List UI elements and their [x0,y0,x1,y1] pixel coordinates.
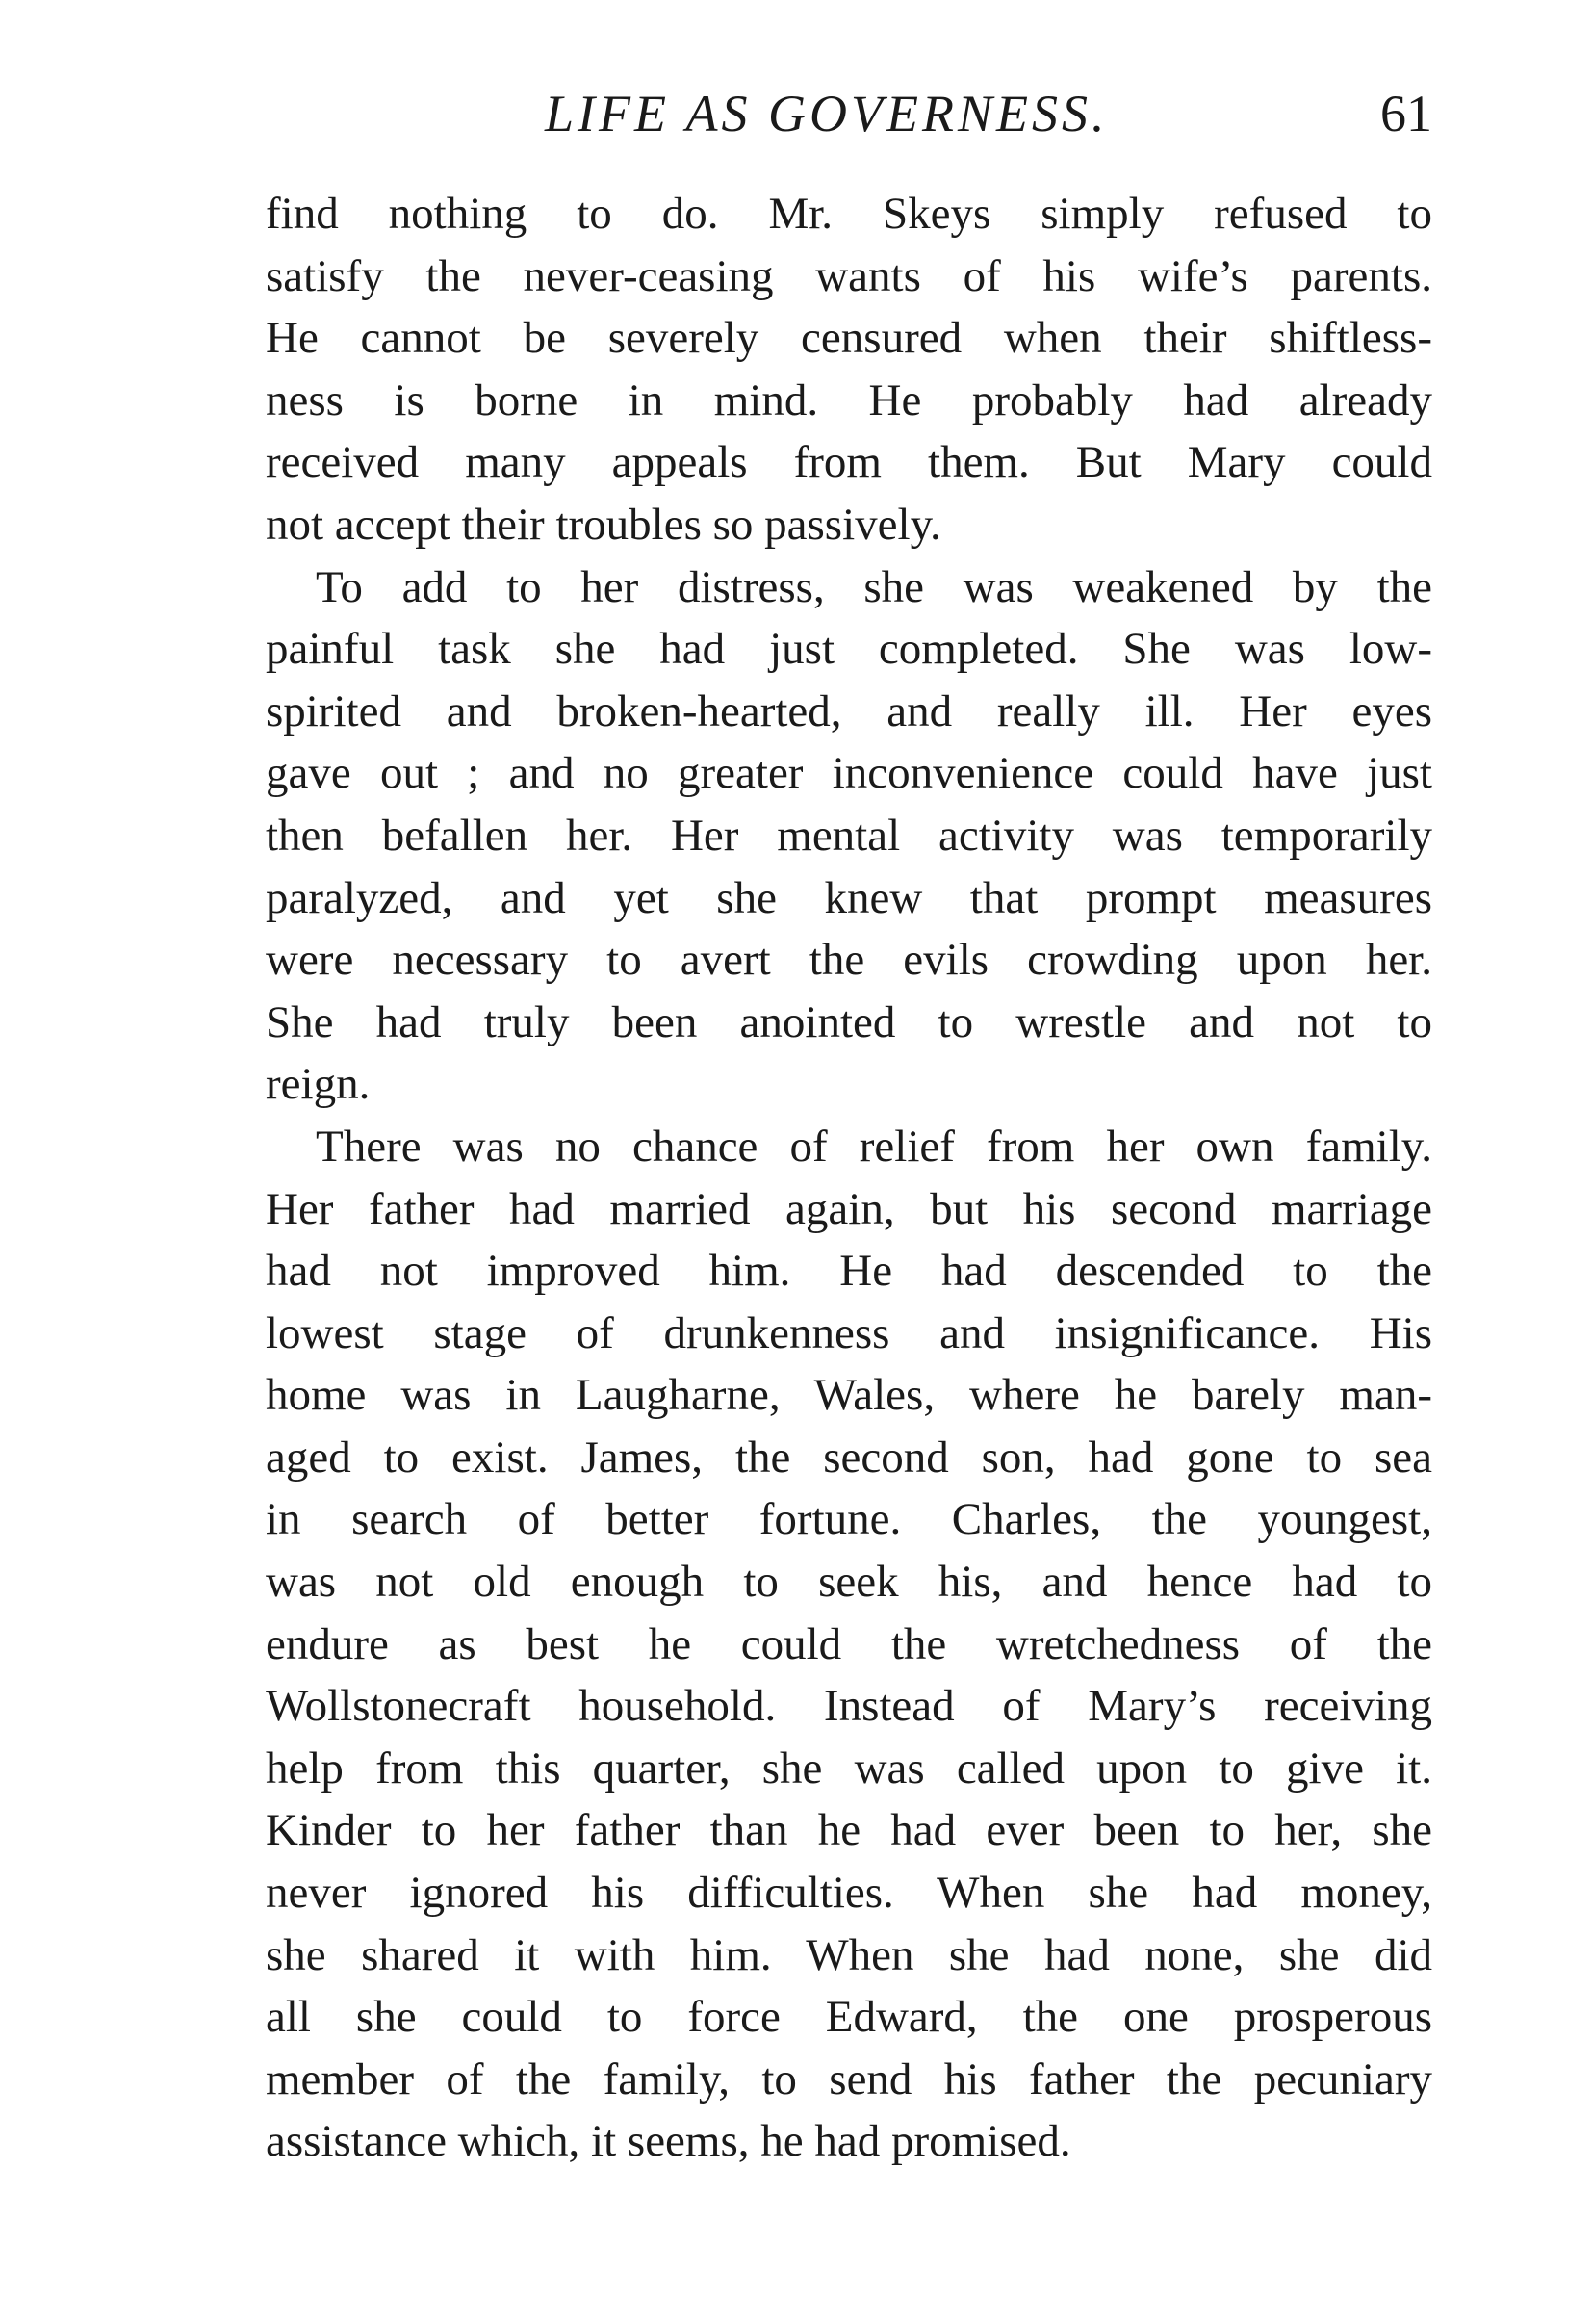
text-line: had not improved him. He had descended to the [266,1246,1432,1297]
text-line: satisfy the never-ceasing wants of his wife’s parents. [266,250,1432,301]
text-line: assistance which, it seems, he had promised. [266,2116,1071,2167]
text-line: was not old enough to seek his, and hence had to [266,1557,1432,1608]
text-line: received many appeals from them. But Mary could [266,437,1432,488]
text-line: then befallen her. Her mental activity was temporarily [266,810,1432,861]
text-line: not accept their troubles so passively. [266,499,941,550]
running-head [266,75,1432,152]
text-line: gave out ; and no greater inconvenience could have just [266,748,1432,799]
text-line: spirited and broken-hearted, and really ill. Her eyes [266,685,1432,736]
text-line: aged to exist. James, the second son, had gone to sea [266,1432,1432,1483]
text-line: paralyzed, and yet she knew that prompt measures [266,872,1432,923]
text-line: She had truly been anointed to wrestle and not to [266,996,1432,1047]
text-line: endure as best he could the wretchedness of the [266,1618,1432,1669]
text-line: were necessary to avert the evils crowding upon her. [266,935,1432,986]
text-line: lowest stage of drunkenness and insignificance. His [266,1307,1432,1358]
text-line: find nothing to do. Mr. Skeys simply refused to [266,189,1432,239]
text-line: Kinder to her father than he had ever been to her, she [266,1805,1432,1856]
text-line: in search of better fortune. Charles, the youngest, [266,1494,1432,1545]
text-line: never ignored his difficulties. When she had money, [266,1868,1432,1919]
text-line: reign. [266,1059,371,1110]
text-line: Her father had married again, but his second marriage [266,1183,1432,1234]
text-line: home was in Laugharne, Wales, where he barely man- [266,1370,1432,1421]
text-line: all she could to force Edward, the one prosperous [266,1992,1432,2043]
text-line: Wollstonecraft household. Instead of Mary’s receiving [266,1681,1432,1732]
running-title: LIFE AS GOVERNESS. [545,85,1109,142]
text-line: she shared it with him. When she had none, she did [266,1929,1432,1980]
text-line: He cannot be severely censured when their shiftless- [266,313,1432,364]
body-text [266,183,1432,2173]
page-number: 61 [1380,85,1432,142]
paragraph-start-line: There was no chance of relief from her own family. [316,1121,1432,1172]
text-line: member of the family, to send his father the pecuniary [266,2053,1432,2105]
text-line: ness is borne in mind. He probably had already [266,374,1432,426]
text-line: painful task she had just completed. She was low- [266,624,1432,675]
paragraph-start-line: To add to her distress, she was weakened by the [316,561,1432,612]
text-line: help from this quarter, she was called upon to give it. [266,1743,1432,1794]
